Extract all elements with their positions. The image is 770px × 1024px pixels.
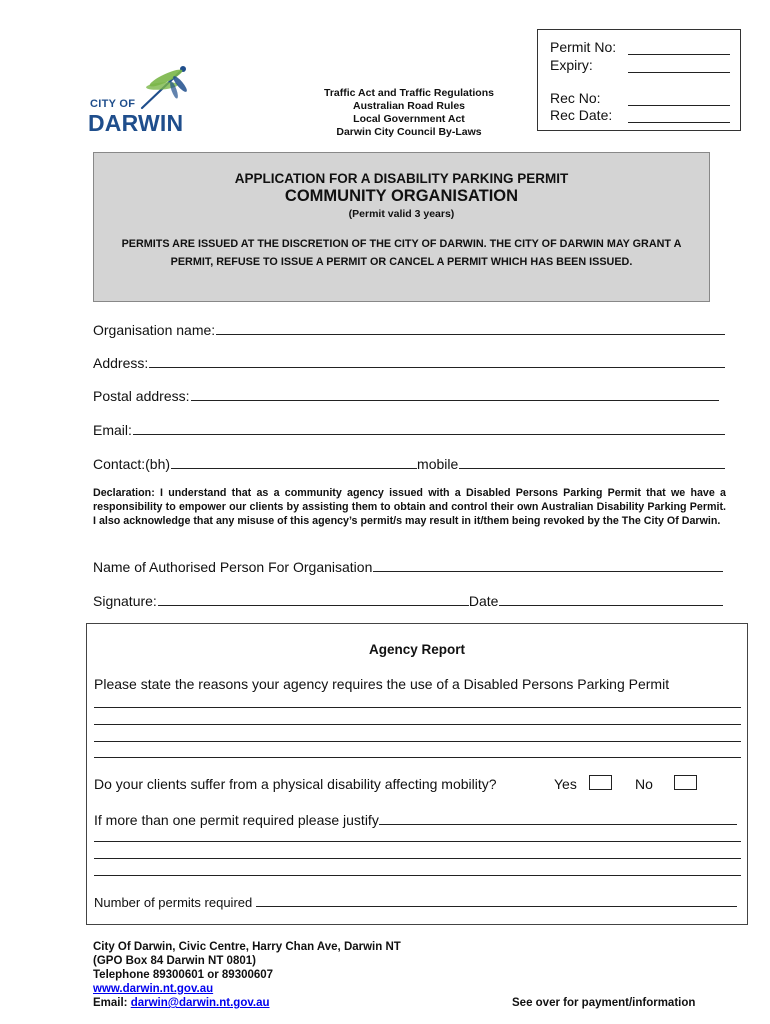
number-field[interactable] — [256, 906, 737, 907]
email-row — [93, 418, 725, 438]
yes-checkbox[interactable] — [589, 775, 612, 790]
reasons-line-2[interactable] — [94, 724, 741, 725]
postal-label: Postal address: — [93, 388, 190, 404]
act-traffic: Traffic Act and Traffic Regulations — [324, 87, 494, 99]
rec-no-field[interactable] — [628, 105, 730, 106]
authorised-name-field[interactable] — [373, 571, 723, 572]
justify-line-3[interactable] — [94, 875, 741, 876]
act-road-rules: Australian Road Rules — [352, 100, 466, 112]
reasons-line-1[interactable] — [94, 707, 741, 708]
signature-label: Signature: — [93, 593, 157, 609]
justify-field[interactable] — [379, 824, 737, 825]
city-of-darwin-logo — [88, 62, 208, 134]
address-label: Address: — [93, 355, 149, 371]
act-by-laws: Darwin City Council By-Laws — [336, 126, 482, 138]
mobile-field[interactable] — [459, 468, 725, 469]
see-over-note: See over for payment/information — [512, 997, 696, 1009]
mobile-label: mobile — [417, 456, 459, 472]
office-use-box — [537, 29, 741, 131]
permit-no-label: Permit No: — [550, 39, 617, 55]
act-local-government: Local Government Act — [353, 113, 465, 125]
logo-city-text: CITY OF — [90, 98, 136, 110]
expiry-label: Expiry: — [550, 57, 593, 73]
date-label: Date — [468, 593, 499, 609]
number-label: Number of permits required — [94, 895, 253, 910]
agency-report-box — [86, 623, 748, 925]
justify-row — [94, 810, 737, 828]
agency-report-title: Agency Report — [368, 642, 466, 657]
number-row — [94, 892, 737, 910]
organisation-row — [93, 318, 725, 338]
authorised-name-row — [93, 555, 723, 575]
no-label: No — [635, 776, 653, 792]
reasons-line-4[interactable] — [94, 757, 741, 758]
no-checkbox[interactable] — [674, 775, 697, 790]
organisation-field[interactable] — [216, 334, 725, 335]
logo-darwin-text: DARWIN — [88, 110, 184, 136]
reasons-label: Please state the reasons your agency requires the use of a Disabled Persons Parking Permit — [94, 676, 670, 692]
date-field[interactable] — [499, 605, 723, 606]
footer-telephone: Telephone 89300601 or 89300607 — [93, 969, 274, 981]
address-row — [93, 351, 725, 371]
email-link[interactable]: darwin@darwin.nt.gov.au — [130, 997, 270, 1009]
signature-row — [93, 589, 723, 609]
contact-footer — [93, 940, 401, 1010]
website-link[interactable]: www.darwin.nt.gov.au — [93, 983, 214, 995]
footer-po-box: (GPO Box 84 Darwin NT 0801) — [93, 955, 256, 967]
form-title: APPLICATION FOR A DISABILITY PARKING PERMIT — [234, 171, 569, 186]
footer-email-label: Email: — [93, 997, 131, 1009]
contact-row — [93, 452, 725, 472]
justify-line-1[interactable] — [94, 841, 741, 842]
mobility-question: Do your clients suffer from a physical disability affecting mobility? — [94, 776, 497, 792]
email-field[interactable] — [133, 434, 725, 435]
contact-field[interactable] — [171, 468, 417, 469]
rec-date-field[interactable] — [628, 122, 730, 123]
application-header — [93, 152, 710, 302]
contact-label: Contact:(bh) — [93, 456, 171, 472]
declaration-text: Declaration: I understand that as a community agency issued with a Disabled Persons Parking Permit that we have a responsibility to empower our clients by assisting them to obtain and control their own Australian Disability Parking Permit. I also acknowledge that any misuse of this agency’s permit/s may result in it/them being revoked by the The City Of Darwin. — [93, 487, 726, 527]
footer-address: City Of Darwin, Civic Centre, Harry Chan Ave, Darwin NT — [93, 941, 401, 953]
postal-row — [93, 384, 719, 404]
email-label: Email: — [93, 422, 132, 438]
justify-label: If more than one permit required please justify — [94, 812, 379, 828]
rec-date-label: Rec Date: — [550, 107, 613, 123]
rec-no-label: Rec No: — [550, 90, 601, 106]
justify-line-2[interactable] — [94, 858, 741, 859]
permit-validity: (Permit valid 3 years) — [348, 208, 455, 220]
expiry-field[interactable] — [628, 72, 730, 73]
form-subtitle: COMMUNITY ORGANISATION — [284, 187, 519, 205]
authorised-name-label: Name of Authorised Person For Organisation — [93, 559, 373, 575]
signature-field[interactable] — [158, 605, 469, 606]
address-field[interactable] — [149, 367, 725, 368]
postal-field[interactable] — [191, 400, 720, 401]
reasons-line-3[interactable] — [94, 741, 741, 742]
organisation-label: Organisation name: — [93, 322, 216, 338]
discretion-notice: PERMITS ARE ISSUED AT THE DISCRETION OF THE CITY OF DARWIN. THE CITY OF DARWIN MAY GRANT A PERMIT, REFUSE TO ISSUE A PERMIT OR CANCEL A PERMIT WHICH HAS BEEN ISSUED. — [121, 238, 682, 268]
permit-no-field[interactable] — [628, 54, 730, 55]
yes-label: Yes — [554, 776, 577, 792]
legislation-list — [300, 87, 518, 139]
